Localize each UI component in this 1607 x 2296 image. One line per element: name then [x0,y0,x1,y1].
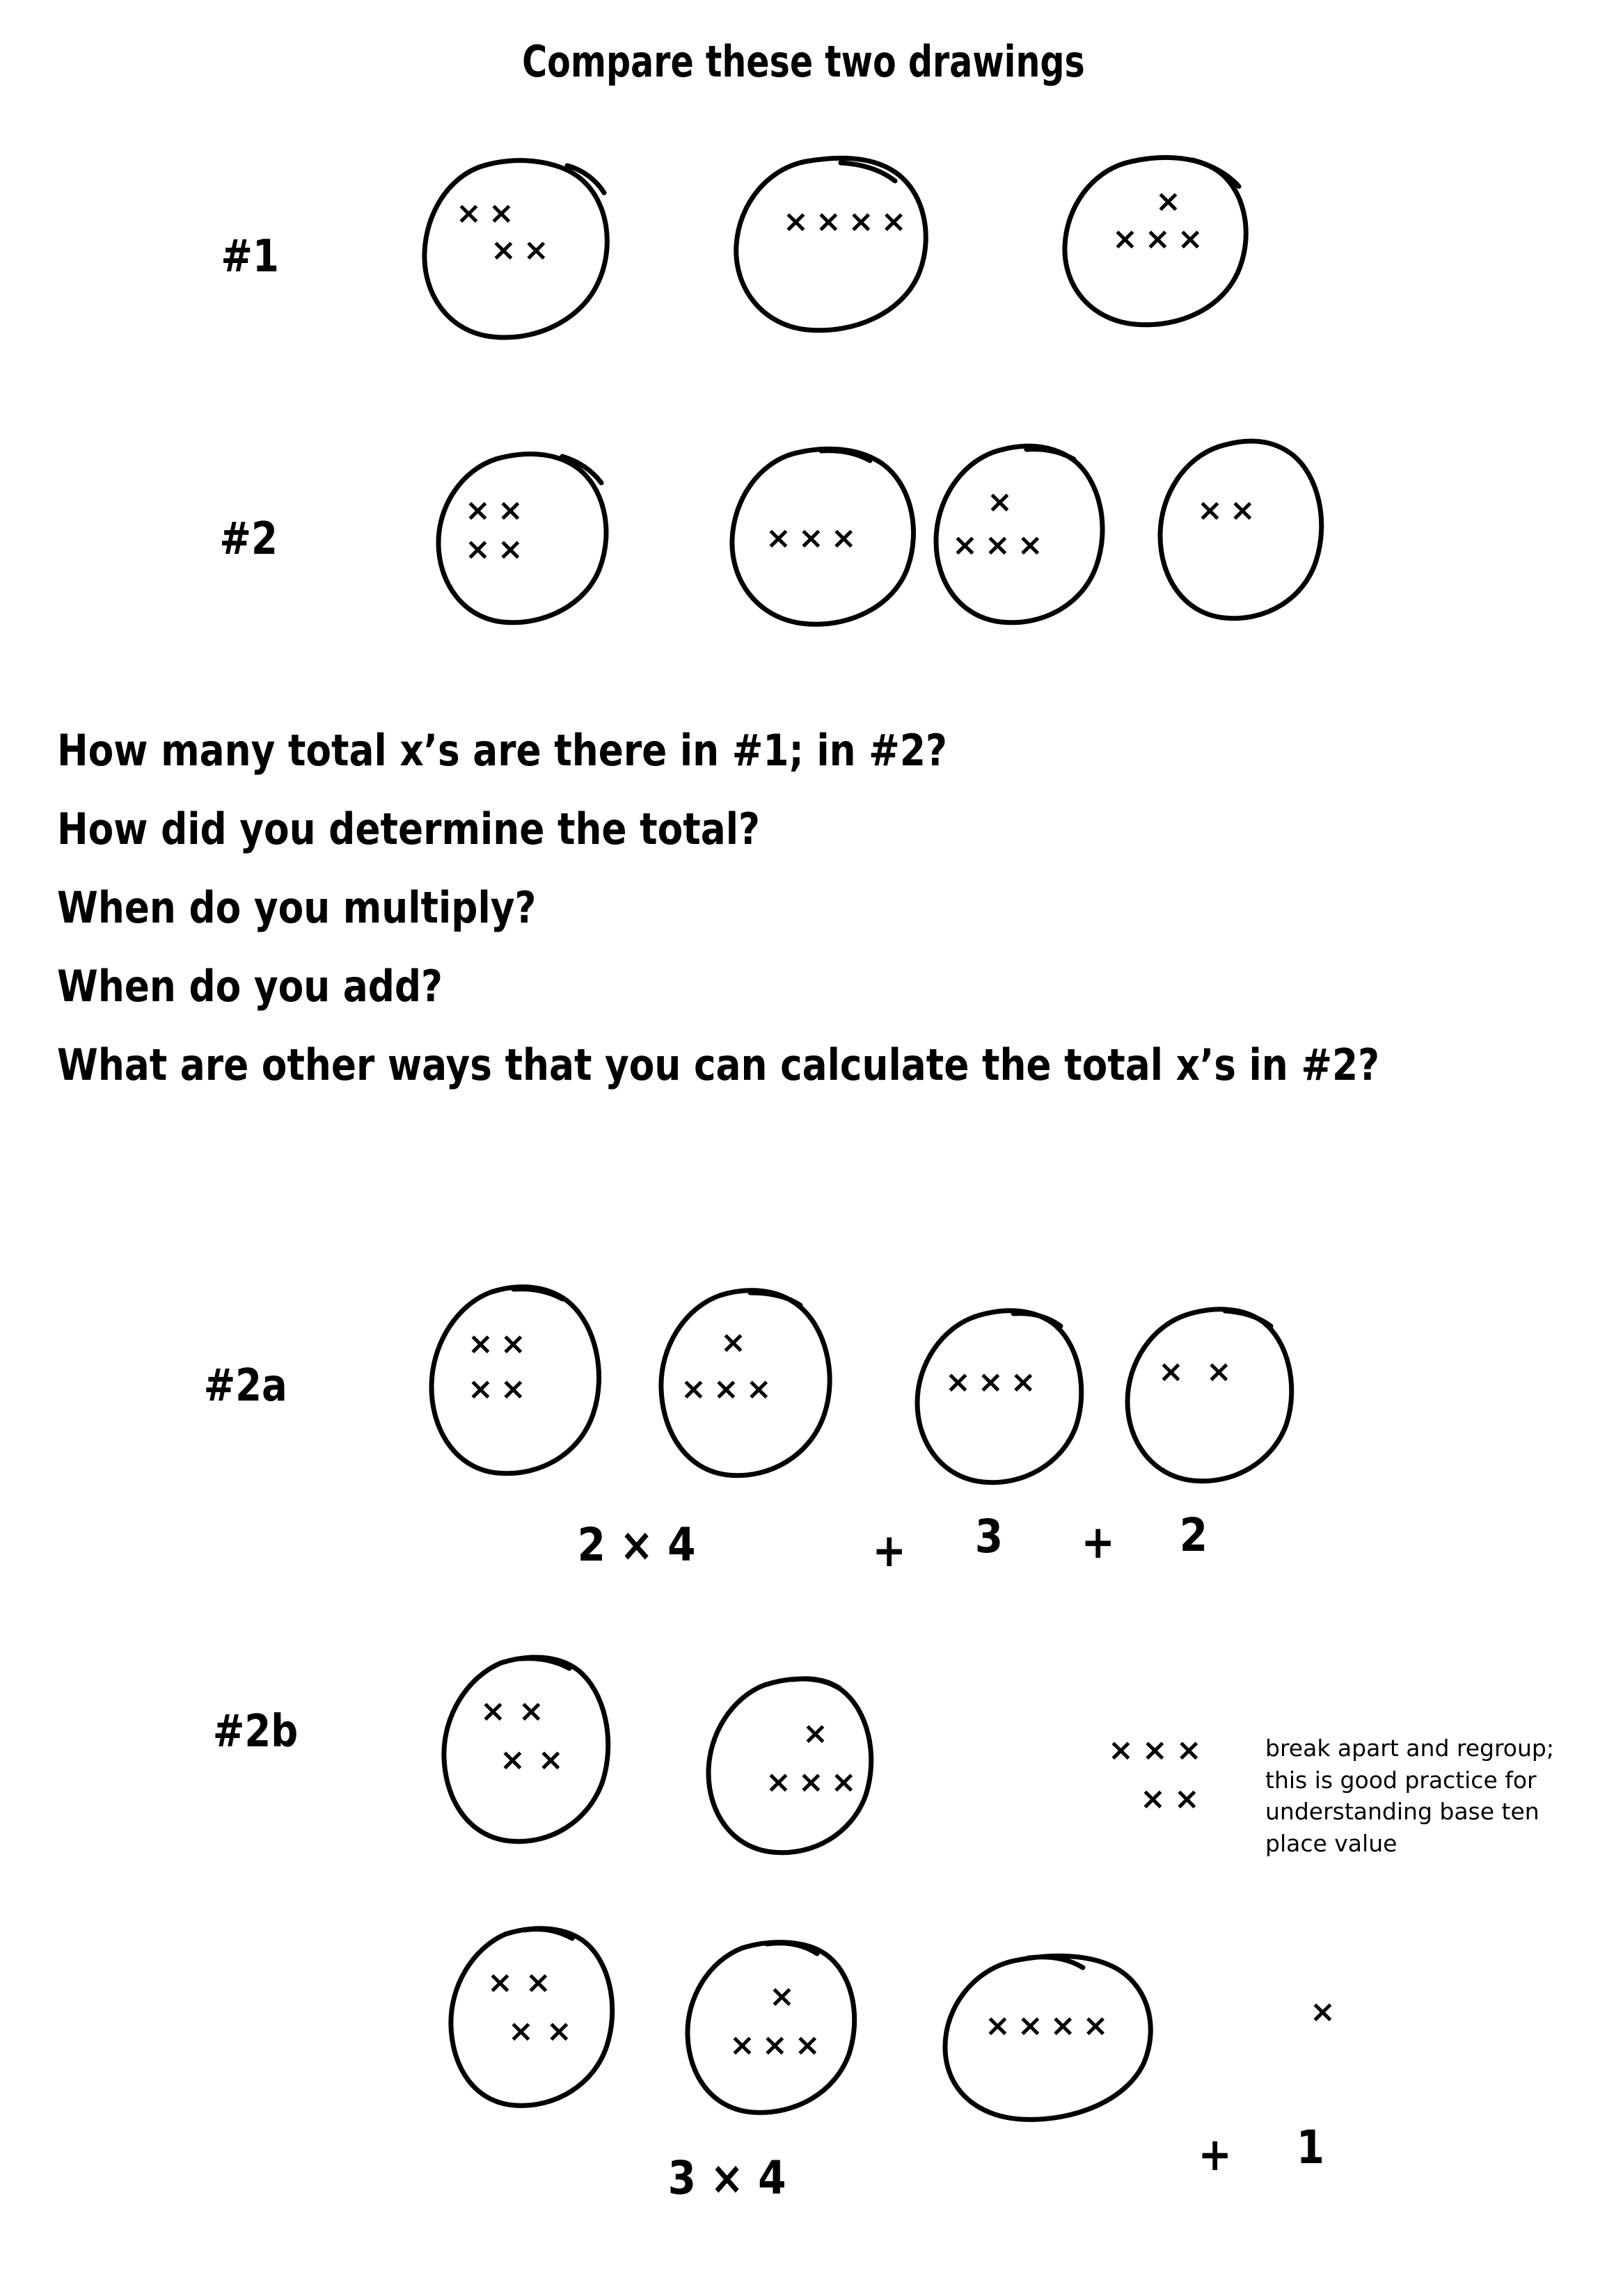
x-mark: × [508,2014,541,2049]
group2-circle-1-row-2 [465,534,530,565]
group2a-equation-plus-2: + [1081,1515,1115,1569]
x-mark: × [848,204,881,239]
x-mark: × [1155,184,1188,219]
group2-circle-3-row-1 [987,484,1020,520]
group2b-equation-term: 1 [1296,2121,1325,2174]
x-mark: × [1173,1781,1208,1817]
x-mark: × [766,1764,798,1800]
group2a-circle-4 [1121,1307,1305,1484]
x-mark: × [1017,527,1050,563]
group2-circle-2-row-1 [766,520,864,556]
group2a-equation-term-1: 3 [974,1510,1004,1563]
x-mark: × [537,1742,571,1778]
x-mark: × [546,2014,579,2049]
group2-circle-3-row-2 [952,527,1050,563]
group2b-bottom-circle-1-row-2 [508,2016,579,2047]
x-mark: × [1050,2008,1083,2043]
x-mark: × [1141,1732,1176,1768]
group1-circle-2 [729,154,938,335]
blob-outline-icon [729,154,938,335]
group2b-bottom-circle-2 [681,1940,869,2114]
group2a-equation-plus-1: + [872,1524,906,1577]
x-mark: × [977,1364,1011,1400]
x-mark: × [1229,493,1262,528]
group-label-2a: #2a [203,1360,287,1412]
x-mark: × [468,1371,500,1407]
group1-circle-1-row-1 [456,198,521,229]
x-mark: × [468,1326,500,1362]
x-mark: × [1205,1354,1239,1389]
group2b-note-mark [1310,1994,1344,2030]
x-mark: × [830,1764,864,1800]
group2b-equation-product: 3 × 4 [667,2151,786,2205]
x-mark: × [1082,2008,1116,2043]
x-mark: × [766,520,798,556]
x-mark: × [1010,1364,1043,1400]
x-mark: × [783,204,816,239]
x-mark: × [525,1965,558,2000]
group2a-circle-4-row-1 [1158,1354,1239,1389]
x-mark: × [1144,221,1178,257]
group1-circle-3-row-1 [1155,186,1188,217]
x-mark: × [497,532,530,567]
x-mark: × [1175,1732,1210,1768]
x-mark: × [761,2027,795,2063]
x-mark: × [1158,1354,1191,1389]
group2-circle-4-row-1 [1197,495,1262,526]
x-mark: × [518,1693,551,1729]
blob-outline-icon [681,1940,869,2114]
x-mark: × [713,1371,746,1407]
group2a-circle-3-row-1 [945,1364,1043,1400]
group2b-loose-row-2 [1140,1781,1208,1817]
question-3: When do you multiply? [57,882,537,933]
group2b-bottom-circle-2-row-2 [729,2027,828,2063]
group2a-circle-2-row-1 [720,1325,753,1360]
x-mark: × [523,232,556,268]
x-mark: × [1017,2008,1050,2043]
group2b-top-circle-2-row-1 [802,1716,835,1751]
group-label-2b: #2b [212,1706,299,1757]
group2a-circle-1-row-2 [468,1371,533,1407]
x-mark: × [1197,493,1230,528]
group2b-top-circle-2-row-2 [766,1764,864,1800]
x-mark: × [1112,221,1145,257]
question-1: How many total x’s are there in #1; in #2? [57,725,947,776]
group2a-circle-1-row-1 [468,1326,533,1362]
group-label-2: #2 [219,513,278,565]
x-mark: × [729,2027,762,2063]
group2-circle-1-row-1 [465,495,530,526]
x-mark: × [798,520,831,556]
x-mark: × [456,196,489,231]
blob-outline-icon [1121,1307,1305,1484]
blob-outline-icon [1152,438,1333,625]
x-mark: × [815,204,848,239]
group2a-equation-term-2: 2 [1179,1508,1208,1562]
question-5: What are other ways that you can calculate the total x’s in #2? [57,1039,1380,1090]
x-mark: × [802,1716,835,1751]
x-mark: × [745,1371,779,1407]
x-mark: × [1108,1732,1142,1768]
group2b-bottom-circle-1-row-1 [487,1965,558,2000]
group1-circle-2-row-1 [783,204,914,239]
x-mark: × [1140,1781,1174,1817]
x-mark: × [984,527,1018,563]
group2b-top-circle-1-row-2 [500,1742,571,1778]
x-mark: × [465,532,498,567]
x-mark: × [491,232,523,268]
page-title [0,36,1607,87]
group1-circle-3-row-2 [1112,221,1210,257]
x-mark: × [945,1364,978,1400]
x-mark: × [500,1371,533,1407]
x-mark: × [681,1371,713,1407]
x-mark: × [985,2008,1018,2043]
group2a-equation-product: 2 × 4 [577,1518,696,1572]
x-mark: × [500,1326,533,1362]
x-mark: × [798,1764,831,1800]
x-mark: × [987,484,1020,520]
x-mark: × [1310,1994,1344,2030]
x-mark: × [830,520,864,556]
group2b-bottom-circle-3-row-1 [985,2008,1116,2043]
page-title-text: Compare these two drawings [522,36,1085,87]
x-mark: × [480,1693,513,1729]
x-mark: × [720,1325,753,1360]
group2a-circle-2-row-2 [681,1371,779,1407]
question-4: When do you add? [57,961,443,1012]
group2-circle-4 [1152,438,1333,625]
group2b-equation-plus: + [1198,2128,1232,2181]
group2b-top-circle-1-row-1 [480,1693,551,1729]
x-mark: × [769,1979,802,2014]
x-mark: × [1177,221,1210,257]
group2b-note: break apart and regroup; this is good practice for understanding base ten place value [1265,1735,1554,1857]
x-mark: × [487,1965,520,2000]
group1-circle-1-row-2 [491,232,556,268]
question-2: How did you determine the total? [57,804,760,854]
group2b-loose-row-1 [1108,1732,1210,1768]
x-mark: × [488,196,521,231]
group2b-bottom-circle-2-row-1 [769,1979,802,2014]
x-mark: × [465,493,498,528]
x-mark: × [880,204,914,239]
x-mark: × [497,493,530,528]
group-label-1: #1 [221,231,279,282]
x-mark: × [952,527,985,563]
x-mark: × [500,1742,532,1778]
x-mark: × [794,2027,828,2063]
